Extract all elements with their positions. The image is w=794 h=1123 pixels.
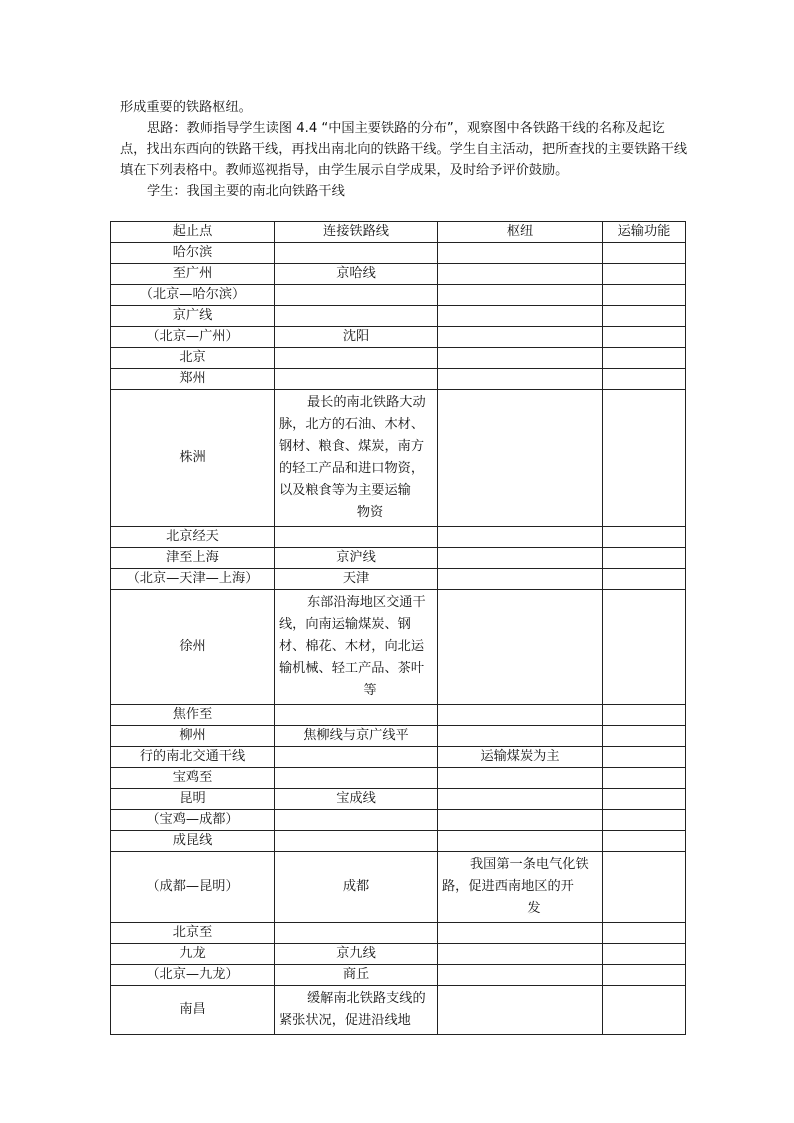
paragraph-method: 思路：教师指导学生读图 4.4 “中国主要铁路的分布”，观察图中各铁路干线的名称及起讫点，找出东西向的铁路干线，再找出南北向的铁路干线。学生自主活动，把所查找的主要铁路干线填在下列表格中。教师巡视指导，由学生展示自学成果，及时给予评价鼓励。 — [120, 121, 688, 178]
table-cell: （北京—天津—上海） — [111, 569, 275, 590]
table-cell — [275, 285, 438, 306]
paragraph-student: 学生：我国主要的南北向铁路干线 — [147, 184, 345, 199]
table-row — [111, 327, 686, 348]
table-cell — [275, 810, 438, 831]
table-cell: 成昆线 — [111, 831, 275, 852]
table-row — [111, 944, 686, 965]
table-row — [111, 923, 686, 944]
table-row — [111, 705, 686, 726]
table-cell — [603, 965, 686, 986]
table-cell: 宝成线 — [275, 789, 438, 810]
table-row — [111, 789, 686, 810]
table-cell — [438, 944, 603, 965]
table-cell — [603, 243, 686, 264]
table-cell — [438, 789, 603, 810]
table-cell: 南昌 — [111, 986, 275, 1035]
table-cell — [603, 831, 686, 852]
table-cell — [603, 852, 686, 923]
table-row — [111, 527, 686, 548]
table-cell — [275, 306, 438, 327]
table-row — [111, 965, 686, 986]
table-cell: 北京经天 — [111, 527, 275, 548]
table-cell: 宝鸡至 — [111, 768, 275, 789]
table-cell — [275, 705, 438, 726]
table-row — [111, 306, 686, 327]
table-cell — [275, 747, 438, 768]
table-cell — [603, 789, 686, 810]
table-row — [111, 548, 686, 569]
table-cell: 至广州 — [111, 264, 275, 285]
table-cell — [438, 527, 603, 548]
table-cell: 北京 — [111, 348, 275, 369]
table-cell — [603, 569, 686, 590]
table-cell — [438, 569, 603, 590]
table-cell: 沈阳 — [275, 327, 438, 348]
table-cell — [438, 831, 603, 852]
table-cell: 株洲 — [111, 390, 275, 527]
table-cell — [275, 348, 438, 369]
table-row — [111, 569, 686, 590]
header-endpoints: 起止点 — [111, 222, 275, 243]
table-cell — [438, 306, 603, 327]
table-cell — [275, 369, 438, 390]
table-cell — [438, 965, 603, 986]
table-cell — [603, 986, 686, 1035]
table-cell — [603, 705, 686, 726]
description-text: 我国第一条电气化铁路，促进西南地区的开 — [442, 857, 589, 894]
table-cell — [603, 285, 686, 306]
table-cell — [603, 390, 686, 527]
table-cell: 九龙 — [111, 944, 275, 965]
table-cell: （宝鸡—成都） — [111, 810, 275, 831]
table-cell-description — [438, 852, 603, 923]
table-row — [111, 810, 686, 831]
table-row — [111, 831, 686, 852]
table-cell: 昆明 — [111, 789, 275, 810]
header-transport-function: 运输功能 — [603, 222, 686, 243]
paragraph-intro: 形成重要的铁路枢纽。 — [120, 100, 252, 115]
table-header-row — [111, 222, 686, 243]
table-row — [111, 986, 686, 1035]
table-cell: （北京—九龙） — [111, 965, 275, 986]
table-cell — [438, 548, 603, 569]
table-cell: 柳州 — [111, 726, 275, 747]
table-cell: 京广线 — [111, 306, 275, 327]
table-cell: 焦柳线与京广线平 — [275, 726, 438, 747]
table-row — [111, 726, 686, 747]
table-cell — [275, 768, 438, 789]
table-cell — [275, 243, 438, 264]
table-cell: （北京—哈尔滨） — [111, 285, 275, 306]
table-cell — [438, 327, 603, 348]
table-cell — [275, 527, 438, 548]
table-row — [111, 264, 686, 285]
header-connecting-line: 连接铁路线 — [275, 222, 438, 243]
table-cell: 天津 — [275, 569, 438, 590]
table-cell — [438, 726, 603, 747]
table-cell — [438, 369, 603, 390]
table-row — [111, 348, 686, 369]
table-cell: 徐州 — [111, 590, 275, 705]
table-cell — [603, 348, 686, 369]
table-cell — [603, 747, 686, 768]
table-cell — [603, 327, 686, 348]
table-cell-description — [275, 390, 438, 527]
description-ending: 物资 — [356, 505, 384, 520]
table-cell — [438, 264, 603, 285]
table-row — [111, 285, 686, 306]
table-cell: 成都 — [275, 852, 438, 923]
table-cell: （成都—昆明） — [111, 852, 275, 923]
table-cell: 行的南北交通干线 — [111, 747, 275, 768]
table-cell — [603, 810, 686, 831]
table-row — [111, 243, 686, 264]
table-cell — [438, 705, 603, 726]
table-cell — [438, 348, 603, 369]
description-text: 最长的南北铁路大动脉，北方的石油、木材、钢材、粮食、煤炭，南方的轻工产品和进口物资，以及粮食等为主要运输 — [279, 395, 426, 498]
table-cell — [438, 285, 603, 306]
table-cell: 京哈线 — [275, 264, 438, 285]
table-cell: 北京至 — [111, 923, 275, 944]
table-cell: 哈尔滨 — [111, 243, 275, 264]
table-cell: （北京—广州） — [111, 327, 275, 348]
table-cell — [603, 590, 686, 705]
table-cell — [438, 590, 603, 705]
table-cell: 运输煤炭为主 — [438, 747, 603, 768]
table-cell — [438, 390, 603, 527]
railway-table — [110, 221, 686, 1035]
table-cell-description: 缓解南北铁路支线的紧张状况，促进沿线地 — [275, 986, 438, 1035]
description-ending: 发 — [527, 901, 541, 916]
table-cell: 郑州 — [111, 369, 275, 390]
table-row — [111, 768, 686, 789]
table-cell — [603, 768, 686, 789]
description-ending: 等 — [363, 683, 377, 698]
table-cell — [438, 923, 603, 944]
table-cell — [603, 527, 686, 548]
table-row — [111, 390, 686, 527]
table-cell — [438, 243, 603, 264]
header-hub: 枢纽 — [438, 222, 603, 243]
table-cell — [603, 264, 686, 285]
table-cell — [603, 923, 686, 944]
table-cell: 京沪线 — [275, 548, 438, 569]
table-cell: 焦作至 — [111, 705, 275, 726]
table-cell — [603, 726, 686, 747]
table-row — [111, 369, 686, 390]
table-cell — [275, 923, 438, 944]
table-cell — [438, 810, 603, 831]
table-cell — [603, 306, 686, 327]
table-cell — [603, 369, 686, 390]
table-cell — [603, 944, 686, 965]
table-cell — [438, 768, 603, 789]
table-cell — [275, 831, 438, 852]
table-row — [111, 852, 686, 923]
table-cell-description — [275, 590, 438, 705]
table-row — [111, 590, 686, 705]
table-cell: 津至上海 — [111, 548, 275, 569]
table-row — [111, 747, 686, 768]
table-cell — [438, 986, 603, 1035]
description-text: 东部沿海地区交通干线，向南运输煤炭、钢材、棉花、木材，向北运输机械、轻工产品、茶叶 — [279, 595, 426, 676]
table-cell: 京九线 — [275, 944, 438, 965]
table-cell: 商丘 — [275, 965, 438, 986]
table-cell — [603, 548, 686, 569]
